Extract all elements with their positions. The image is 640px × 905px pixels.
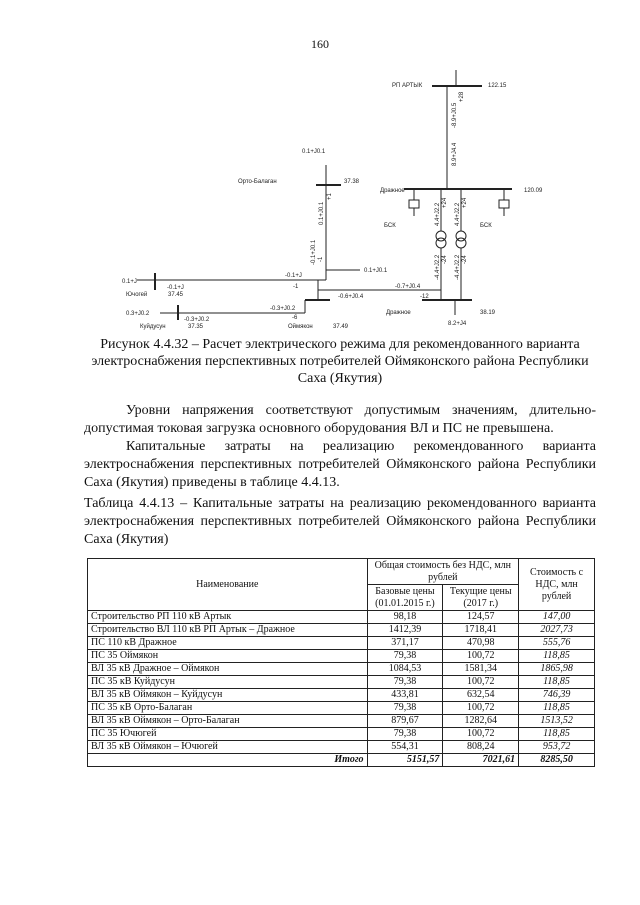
row-vat: 118,85 bbox=[519, 702, 595, 715]
paragraph-line: Уровни напряжения соответствуют допустимым значениям, длительно- bbox=[126, 403, 596, 418]
row-base: 433,81 bbox=[367, 689, 443, 702]
table-row bbox=[88, 728, 595, 741]
row-vat: 118,85 bbox=[519, 650, 595, 663]
oymyakon-name: Оймякон bbox=[288, 324, 313, 330]
row-current: 632,54 bbox=[443, 689, 519, 702]
row-base: 879,67 bbox=[367, 715, 443, 728]
header-current-prices: Текущие цены (2017 г.) bbox=[443, 585, 519, 611]
row-vat: 2027,73 bbox=[519, 624, 595, 637]
orto-load: 0.1+J0.1 bbox=[302, 149, 326, 155]
row-name: ПС 35 кВ Куйдусун bbox=[88, 676, 368, 689]
oymyakon-drazhnoe-flow: -0.6+J0.4 bbox=[338, 294, 364, 300]
row-name: ВЛ 35 кВ Оймякон – Куйдусун bbox=[88, 689, 368, 702]
header-with-vat: Стоимость с НДС, млн рублей bbox=[519, 559, 595, 611]
paragraph-costs bbox=[84, 438, 596, 492]
rp-flow-mid: 8.9+J4.4 bbox=[452, 142, 458, 166]
paragraph-line: электроснабжения перспективных потребителей Оймяконского района Республики bbox=[84, 457, 596, 472]
rp-artyk-voltage: 122.15 bbox=[488, 83, 507, 89]
orto-name: Орто-Балаган bbox=[238, 179, 277, 185]
bsk-right-label: БСК bbox=[480, 223, 492, 229]
oymyakon-kuydusun-flow: -0.3+J0.2 bbox=[270, 306, 296, 312]
row-current: 100,72 bbox=[443, 728, 519, 741]
page-number: 160 bbox=[311, 37, 329, 51]
total-label: Итого bbox=[88, 754, 368, 767]
tr2-flow-up: 4.4+J2.2 bbox=[455, 202, 461, 226]
figure-caption-line: Рисунок 4.4.32 – Расчет электрического режима для рекомендованного варианта bbox=[100, 337, 580, 352]
yuchugey-name: Ючогей bbox=[126, 292, 148, 298]
row-base: 1084,53 bbox=[367, 663, 443, 676]
tr1-flow-down: -4.4+J2.2 bbox=[435, 254, 441, 280]
row-current: 100,72 bbox=[443, 650, 519, 663]
total-base: 5151,57 bbox=[367, 754, 443, 767]
header-name: Наименование bbox=[88, 559, 368, 611]
table-caption-line: электроснабжения перспективных потребителей Оймяконского района Республики bbox=[84, 514, 596, 529]
row-current: 1581,34 bbox=[443, 663, 519, 676]
row-vat: 953,72 bbox=[519, 741, 595, 754]
kuydusun-voltage: 37.35 bbox=[188, 324, 204, 330]
table-row bbox=[88, 637, 595, 650]
row-base: 79,38 bbox=[367, 676, 443, 689]
paragraph-line: Капитальные затраты на реализацию рекомендованного варианта bbox=[126, 439, 596, 454]
power-flow-diagram bbox=[0, 0, 640, 335]
total-current: 7021,61 bbox=[443, 754, 519, 767]
total-vat: 8285,50 bbox=[519, 754, 595, 767]
table-row bbox=[88, 702, 595, 715]
row-base: 554,31 bbox=[367, 741, 443, 754]
drazhnoe-load: 8.2+J4 bbox=[448, 321, 467, 327]
row-vat: 118,85 bbox=[519, 728, 595, 741]
drazhnoe-110-voltage: 120.09 bbox=[524, 188, 543, 194]
row-name: ПС 35 Ючюгей bbox=[88, 728, 368, 741]
tr2-flow-down: -4.4+J2.2 bbox=[455, 254, 461, 280]
tr1-flow-down-sub: -24 bbox=[442, 255, 448, 264]
table-row bbox=[88, 676, 595, 689]
row-name: ВЛ 35 кВ Оймякон – Ючюгей bbox=[88, 741, 368, 754]
cost-table-wrapper bbox=[87, 558, 595, 767]
oymyakon-load: 0.1+J0.1 bbox=[364, 268, 388, 274]
bsk-right-symbol bbox=[499, 200, 509, 208]
drazhnoe-35-name: Дражное bbox=[386, 310, 411, 316]
oymyakon-voltage: 37.49 bbox=[333, 324, 349, 330]
row-current: 470,98 bbox=[443, 637, 519, 650]
row-base: 79,38 bbox=[367, 702, 443, 715]
oymyakon-flow-up-sub: -1 bbox=[318, 256, 324, 262]
table-row bbox=[88, 624, 595, 637]
row-current: 100,72 bbox=[443, 676, 519, 689]
orto-flow-sub: +1 bbox=[327, 193, 333, 200]
paragraph-line: допустимая токовая загрузка основного оборудования ВЛ и ПС не превышена. bbox=[84, 421, 554, 436]
oymyakon-kuydusun-flow-sub: -6 bbox=[292, 315, 298, 321]
header-total-no-vat: Общая стоимость без НДС, млн рублей bbox=[367, 559, 519, 585]
orto-flow: 0.1+J0.1 bbox=[319, 201, 325, 225]
cost-table bbox=[87, 558, 595, 767]
row-name: ВЛ 35 кВ Оймякон – Орто-Балаган bbox=[88, 715, 368, 728]
kuydusun-name: Куйдусун bbox=[140, 324, 166, 330]
row-name: ПС 35 Оймякон bbox=[88, 650, 368, 663]
oymyakon-flow-up: -0.1+J0.1 bbox=[311, 239, 317, 265]
oymyakon-left-flow: -0.1+J bbox=[285, 273, 302, 279]
rp-artyk-name: РП АРТЫК bbox=[392, 83, 423, 89]
rp-flow-top: -8.9+J0.5 bbox=[452, 102, 458, 128]
table-row bbox=[88, 650, 595, 663]
row-current: 1282,64 bbox=[443, 715, 519, 728]
drazhnoe-oymyakon-flow: -0.7+J0.4 bbox=[395, 284, 421, 290]
orto-voltage: 37.38 bbox=[344, 179, 360, 185]
table-caption-line: Саха (Якутия) bbox=[84, 532, 169, 547]
row-base: 79,38 bbox=[367, 650, 443, 663]
row-base: 79,38 bbox=[367, 728, 443, 741]
row-current: 808,24 bbox=[443, 741, 519, 754]
row-vat: 1513,52 bbox=[519, 715, 595, 728]
drazhnoe-oymyakon-flow-sub: -12 bbox=[420, 294, 429, 300]
row-current: 100,72 bbox=[443, 702, 519, 715]
yuchugey-voltage: 37.45 bbox=[168, 292, 184, 298]
row-name: ВЛ 35 кВ Дражное – Оймякон bbox=[88, 663, 368, 676]
header-base-prices: Базовые цены (01.01.2015 г.) bbox=[367, 585, 443, 611]
row-name: ПС 35 кВ Орто-Балаган bbox=[88, 702, 368, 715]
oymyakon-left-flow-sub: -1 bbox=[293, 284, 299, 290]
table-row bbox=[88, 663, 595, 676]
table-caption bbox=[84, 495, 596, 549]
table-row bbox=[88, 689, 595, 702]
row-name: Строительство ВЛ 110 кВ РП Артык – Дражное bbox=[88, 624, 368, 637]
drazhnoe-35-voltage: 38.19 bbox=[480, 310, 496, 316]
tr2-flow-up-sub: +24 bbox=[462, 197, 468, 208]
paragraph-line: Саха (Якутия) приведены в таблице 4.4.13. bbox=[84, 475, 340, 490]
tr1-flow-up: 4.4+J2.2 bbox=[435, 202, 441, 226]
figure-caption bbox=[84, 336, 596, 387]
row-vat: 147,00 bbox=[519, 611, 595, 624]
yuchugey-flow: -0.1+J bbox=[167, 285, 184, 291]
figure-caption-line: электроснабжения перспективных потребителей Оймяконского района Республики bbox=[91, 354, 589, 369]
kuydusun-flow: -0.3+J0.2 bbox=[184, 317, 210, 323]
table-row bbox=[88, 741, 595, 754]
drazhnoe-110-name: Дражное bbox=[380, 188, 405, 194]
row-base: 371,17 bbox=[367, 637, 443, 650]
row-current: 124,57 bbox=[443, 611, 519, 624]
row-vat: 555,76 bbox=[519, 637, 595, 650]
row-name: Строительство РП 110 кВ Артык bbox=[88, 611, 368, 624]
row-vat: 118,85 bbox=[519, 676, 595, 689]
table-caption-line: Таблица 4.4.13 – Капитальные затраты на реализацию рекомендованного варианта bbox=[84, 496, 596, 511]
paragraph-voltage bbox=[84, 402, 596, 438]
row-vat: 746,39 bbox=[519, 689, 595, 702]
figure-caption-line: Саха (Якутия) bbox=[297, 371, 383, 386]
tr2-flow-down-sub: -24 bbox=[462, 255, 468, 264]
row-base: 1412,39 bbox=[367, 624, 443, 637]
table-row bbox=[88, 715, 595, 728]
row-vat: 1865,98 bbox=[519, 663, 595, 676]
table-row bbox=[88, 611, 595, 624]
tr1-flow-up-sub: +24 bbox=[442, 197, 448, 208]
row-name: ПС 110 кВ Дражное bbox=[88, 637, 368, 650]
yuchugey-load: 0.1+J bbox=[122, 279, 137, 285]
bsk-left-label: БСК bbox=[384, 223, 396, 229]
row-current: 1718,41 bbox=[443, 624, 519, 637]
table-total-row bbox=[88, 754, 595, 767]
bsk-left-symbol bbox=[409, 200, 419, 208]
kuydusun-load: 0.3+J0.2 bbox=[126, 311, 150, 317]
row-base: 98,18 bbox=[367, 611, 443, 624]
rp-flow-top-sub: +28 bbox=[459, 91, 465, 102]
